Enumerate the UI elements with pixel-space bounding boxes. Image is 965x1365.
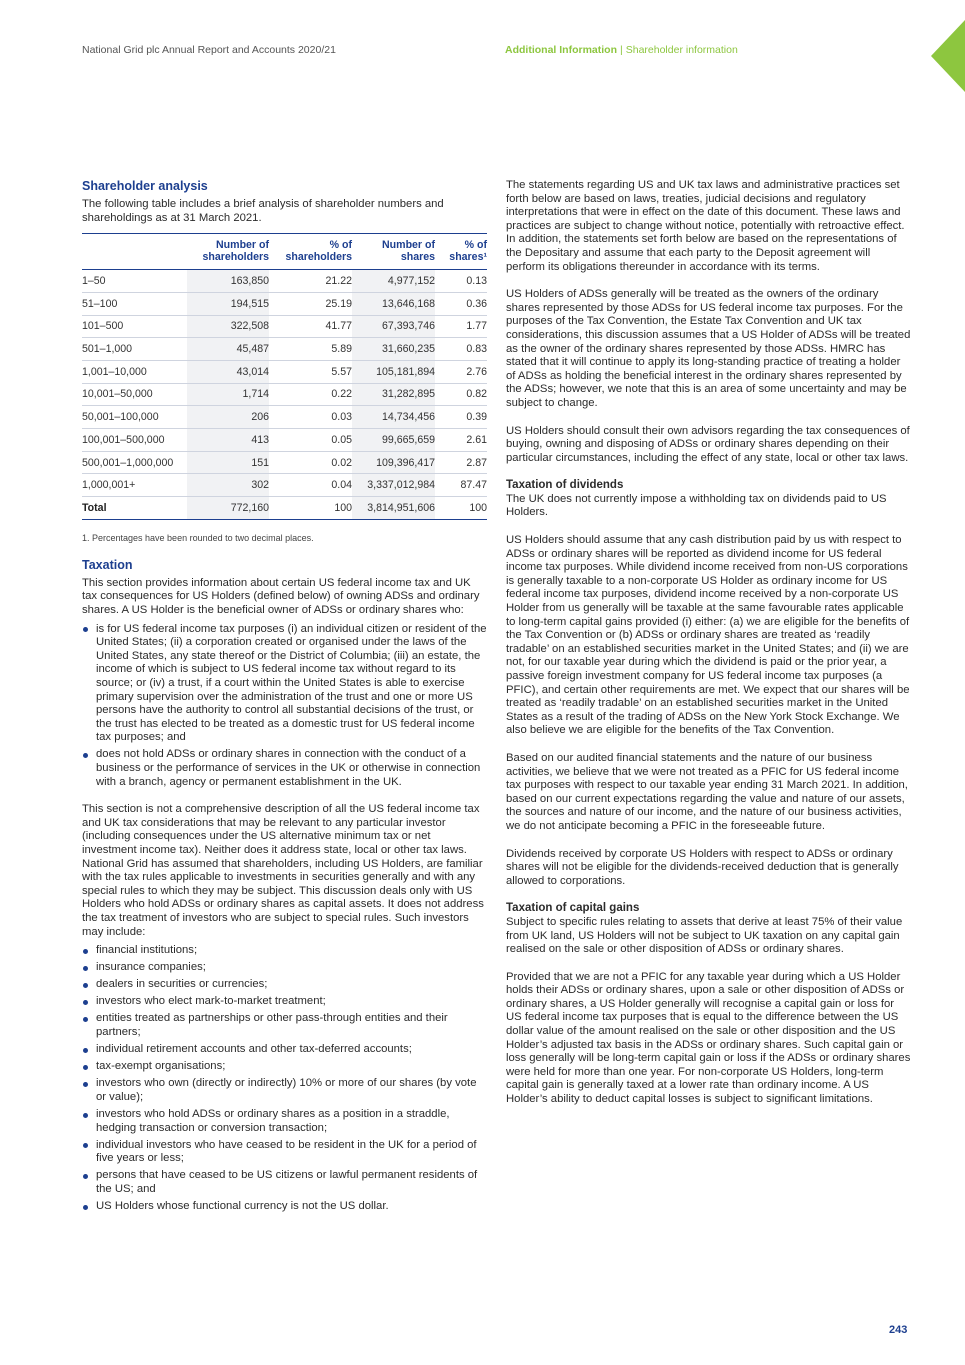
table-row (82, 360, 487, 383)
range-cell: 51–100 (82, 292, 187, 315)
list-item: persons that have ceased to be US citizens or lawful permanent residents of the US; and (82, 1169, 487, 1196)
range-cell: 50,001–100,000 (82, 406, 187, 429)
taxation-intro: This section provides information about certain US federal income tax and UK tax consequences for US Holders (defined below) of owning ADSs and ordinary shares. A US Holder is the beneficial owner of ADSs or ordinary shares who: (82, 576, 480, 616)
list-item: investors who hold ADSs or ordinary shares as a position in a straddle, hedging transaction or conversion transaction; (82, 1108, 487, 1135)
range-cell: 100,001–500,000 (82, 429, 187, 452)
subsection-name: Shareholder information (625, 44, 738, 56)
pct-holders-cell: 5.57 (269, 360, 352, 383)
capital-gains-paragraph-2: Provided that we are not a PFIC for any taxable year during which a US Holder holds their ADSs or ordinary shares, upon a sale or other disposition of ADSs or ordinary shares, a US Holder generally will recognise a capital gain or loss for US federal income tax purposes that is equal to the difference between the US dollar value of the amount realised on the sale or other disposition and the US Holder’s adjusted tax basis in the ADSs or ordinary shares. Such capital gain or loss generally will be long-term capital gain or loss if the ADSs or ordinary shares were held for more than one year. For non-corporate US Holders, long-term capital gain is generally taxed at a lower rate than ordinary income. A US Holder’s ability to deduct capital losses is subject to significant limitations. (506, 970, 911, 1106)
list-item: investors who own (directly or indirectly) 10% or more of our shares (by vote or value); (82, 1077, 487, 1104)
taxation-scope-paragraph: This section is not a comprehensive description of all the US federal income tax and UK tax considerations that may be relevant to any particular investor (including consequences under the US alternative minimum tax or net investment income tax). Neither does it address state, local or other tax laws. National Grid has assumed that shareholders, including US Holders, are familiar with the tax rules applicable to investments in securities generally and with any special rules to which they may be subject. This discussion deals only with US Holders who hold ADSs or ordinary shares as capital assets. It does not address the tax treatment of investors who are subject to special rules. Such investors may include: (82, 803, 484, 938)
holders-cell: 194,515 (187, 292, 269, 315)
table-footnote: 1. Percentages have been rounded to two decimal places. (82, 532, 314, 543)
list-item: entities treated as partnerships or other pass-through entities and their partners; (82, 1012, 487, 1039)
holders-cell: 43,014 (187, 360, 269, 383)
range-cell: 1,001–10,000 (82, 360, 187, 383)
pct-holders-cell: 21.22 (269, 270, 352, 293)
table-row (82, 451, 487, 474)
total-pct-shares-cell: 100 (435, 497, 487, 520)
holders-cell: 151 (187, 451, 269, 474)
pct-shares-cell: 2.76 (435, 360, 487, 383)
corner-tab-decoration (931, 20, 965, 92)
pct-shares-cell: 0.82 (435, 383, 487, 406)
shares-cell: 4,977,152 (352, 270, 435, 293)
list-item: investors who elect mark-to-market treatment; (82, 995, 487, 1009)
holders-cell: 1,714 (187, 383, 269, 406)
list-item: insurance companies; (82, 961, 487, 975)
dividends-paragraph-2: US Holders should assume that any cash distribution paid by us with respect to ADSs or ordinary shares will be reported as dividend income for US federal income tax purposes. While dividend income received from non-US corporations is generally taxable to a non-corporate US Holder as ordinary income for US federal income tax purposes, dividend income received by a non-corporate US Holder from us generally will be taxable at the same favourable rates applicable to long-term capital gains provided (i) either: (a) we are eligible for the benefits of the Tax Convention or (b) ADSs or ordinary shares are treated as ‘readily tradable’ on an established securities market in the United States; and (ii) we are not, for our taxable year during which the dividend is paid or the prior year, a passive foreign investment company for US federal income tax purposes (a PFIC), and certain other requirements are met. We expect that our shares will be treated as ‘readily tradable’ on an established securities market in the United States as a result of the trading of ADSs on the New York Stock Exchange. We also believe we are eligible for the benefits of the Tax Convention. (506, 534, 910, 737)
holders-cell: 413 (187, 429, 269, 452)
holders-cell: 206 (187, 406, 269, 429)
capital-gains-heading: Taxation of capital gains (506, 902, 640, 915)
table-row (82, 406, 487, 429)
shareholder-analysis-heading: Shareholder analysis (82, 179, 208, 193)
pct-shares-cell: 87.47 (435, 474, 487, 497)
dividends-paragraph-4: Dividends received by corporate US Holders with respect to ADSs or ordinary shares will not be eligible for the dividends-received deduction that is generally allowed to corporations. (506, 847, 899, 887)
range-cell: 501–1,000 (82, 338, 187, 361)
pct-shares-cell: 1.77 (435, 315, 487, 338)
shares-cell: 31,282,895 (352, 383, 435, 406)
table-row (82, 338, 487, 361)
range-cell: 101–500 (82, 315, 187, 338)
header-range (82, 234, 187, 270)
list-item: financial institutions; (82, 944, 487, 958)
section-breadcrumb (505, 44, 738, 56)
holders-cell: 302 (187, 474, 269, 497)
pct-holders-cell: 0.03 (269, 406, 352, 429)
list-item: US Holders whose functional currency is not the US dollar. (82, 1200, 487, 1214)
pct-holders-cell: 0.04 (269, 474, 352, 497)
special-investors-list (82, 944, 487, 1214)
header-number-of-shareholders: Number of shareholders (187, 234, 269, 270)
holders-cell: 322,508 (187, 315, 269, 338)
shareholder-table (82, 233, 487, 520)
pct-shares-cell: 0.39 (435, 406, 487, 429)
pct-shares-cell: 0.36 (435, 292, 487, 315)
list-item: is for US federal income tax purposes (i) an individual citizen or resident of the United States; (ii) a corporation created or organised under the laws of the United States, any state thereof or the District of Columbia; (iii) an estate, the income of which is subject to US federal income tax without regard to its source; or (iv) a trust, if a court within the United States is able to exercise primary supervision over the administration of the trust and one or more US persons have the authority to control all substantial decisions of the trust, or the trust has elected to be treated as a domestic trust for US federal income tax purposes; and (82, 623, 487, 745)
shares-cell: 67,393,746 (352, 315, 435, 338)
pct-holders-cell: 0.02 (269, 451, 352, 474)
table-row (82, 429, 487, 452)
list-item: tax-exempt organisations; (82, 1060, 487, 1074)
pct-shares-cell: 2.87 (435, 451, 487, 474)
shares-cell: 105,181,894 (352, 360, 435, 383)
pct-shares-cell: 2.61 (435, 429, 487, 452)
list-item: dealers in securities or currencies; (82, 978, 487, 992)
dividends-heading: Taxation of dividends (506, 479, 624, 492)
total-shares-cell: 3,814,951,606 (352, 497, 435, 520)
dividends-paragraph-3: Based on our audited financial statements and the nature of our business activities, we believe that we were not treated as a PFIC for US federal income tax purposes with respect to our taxable year ending 31 March 2021. In addition, based on our current expectations regarding the value and nature of our assets, the sources and nature of our income, and the nature of our business activities, we do not anticipate becoming a PFIC in the foreseeable future. (506, 751, 908, 832)
shareholder-analysis-intro: The following table includes a brief analysis of shareholder numbers and shareholdings as at 31 March 2021. (82, 198, 444, 224)
pct-shares-cell: 0.83 (435, 338, 487, 361)
table-header-row (82, 234, 487, 270)
report-title: National Grid plc Annual Report and Accounts 2020/21 (82, 44, 336, 56)
shares-cell: 13,646,168 (352, 292, 435, 315)
page-number: 243 (889, 1324, 908, 1336)
total-pct-holders-cell: 100 (269, 497, 352, 520)
table-total-row (82, 497, 487, 520)
pct-holders-cell: 5.89 (269, 338, 352, 361)
right-column (506, 179, 912, 1121)
range-cell: 500,001–1,000,000 (82, 451, 187, 474)
list-item: individual investors who have ceased to be resident in the UK for a period of five years or less; (82, 1139, 487, 1166)
table-row (82, 292, 487, 315)
range-cell: 1,000,001+ (82, 474, 187, 497)
header-pct-of-shares: % of shares¹ (435, 234, 487, 270)
shares-cell: 31,660,235 (352, 338, 435, 361)
shares-cell: 3,337,012,984 (352, 474, 435, 497)
pct-shares-cell: 0.13 (435, 270, 487, 293)
holders-cell: 163,850 (187, 270, 269, 293)
table-row (82, 474, 487, 497)
total-holders-cell: 772,160 (187, 497, 269, 520)
pct-holders-cell: 0.05 (269, 429, 352, 452)
table-row (82, 270, 487, 293)
list-item: individual retirement accounts and other tax-deferred accounts; (82, 1043, 487, 1057)
table-row (82, 383, 487, 406)
range-cell: 10,001–50,000 (82, 383, 187, 406)
consult-advisors-paragraph: US Holders should consult their own advisors regarding the tax consequences of buying, owning and disposing of ADSs or ordinary shares depending on their particular circumstances, including the effect of any state, local or other tax laws. (506, 424, 910, 464)
shares-cell: 109,396,417 (352, 451, 435, 474)
header-number-of-shares: Number of shares (352, 234, 435, 270)
ads-ownership-paragraph: US Holders of ADSs generally will be treated as the owners of the ordinary shares represented by those ADSs for US federal income tax purposes. For the purposes of the Tax Convention, the Estate Tax Convention and UK tax considerations, this discussion assumes that a US Holder of ADSs will be treated as the owner of the ordinary shares represented by those ADSs. HMRC has stated that it will continue to apply its long-standing practice of treating a holder of ADSs as holding the beneficial interest in the ordinary shares represented by the ADSs; however, we note that this is an area of some uncertainty and may be subject to change. (506, 288, 911, 409)
dividends-paragraph-1: The UK does not currently impose a withholding tax on dividends paid to US Holders. (506, 492, 887, 519)
capital-gains-paragraph-1: Subject to specific rules relating to assets that derive at least 75% of their value from UK land, US Holders will not be subject to UK taxation on any capital gain realised on the sale or other disposition of ADSs or ordinary shares. (506, 915, 903, 956)
table-row (82, 315, 487, 338)
shares-cell: 14,734,456 (352, 406, 435, 429)
pct-holders-cell: 41.77 (269, 315, 352, 338)
section-name: Additional Information (505, 44, 617, 56)
range-cell: 1–50 (82, 270, 187, 293)
list-item: does not hold ADSs or ordinary shares in connection with the conduct of a business or the performance of services in the UK or otherwise in connection with a branch, agency or permanent establishment in the UK. (82, 748, 487, 789)
pct-holders-cell: 0.22 (269, 383, 352, 406)
header-pct-of-shareholders: % of shareholders (269, 234, 352, 270)
breadcrumb-separator: | (620, 44, 623, 56)
shares-cell: 99,665,659 (352, 429, 435, 452)
left-column (82, 179, 487, 1217)
holder-definition-list (82, 623, 487, 790)
holders-cell: 45,487 (187, 338, 269, 361)
total-range-cell: Total (82, 497, 187, 520)
pct-holders-cell: 25.19 (269, 292, 352, 315)
tax-law-basis-paragraph: The statements regarding US and UK tax laws and administrative practices set forth below are based on laws, treaties, judicial decisions and regulatory interpretations that were in effect on the date of this document. These laws and practices are subject to change without notice, potentially with retroactive effect. In addition, the statements set forth below are based on the representations of the Depositary and assume that each party to the Deposit agreement will perform its obligations thereunder in accordance with its terms. (506, 179, 905, 273)
taxation-heading: Taxation (82, 557, 133, 572)
